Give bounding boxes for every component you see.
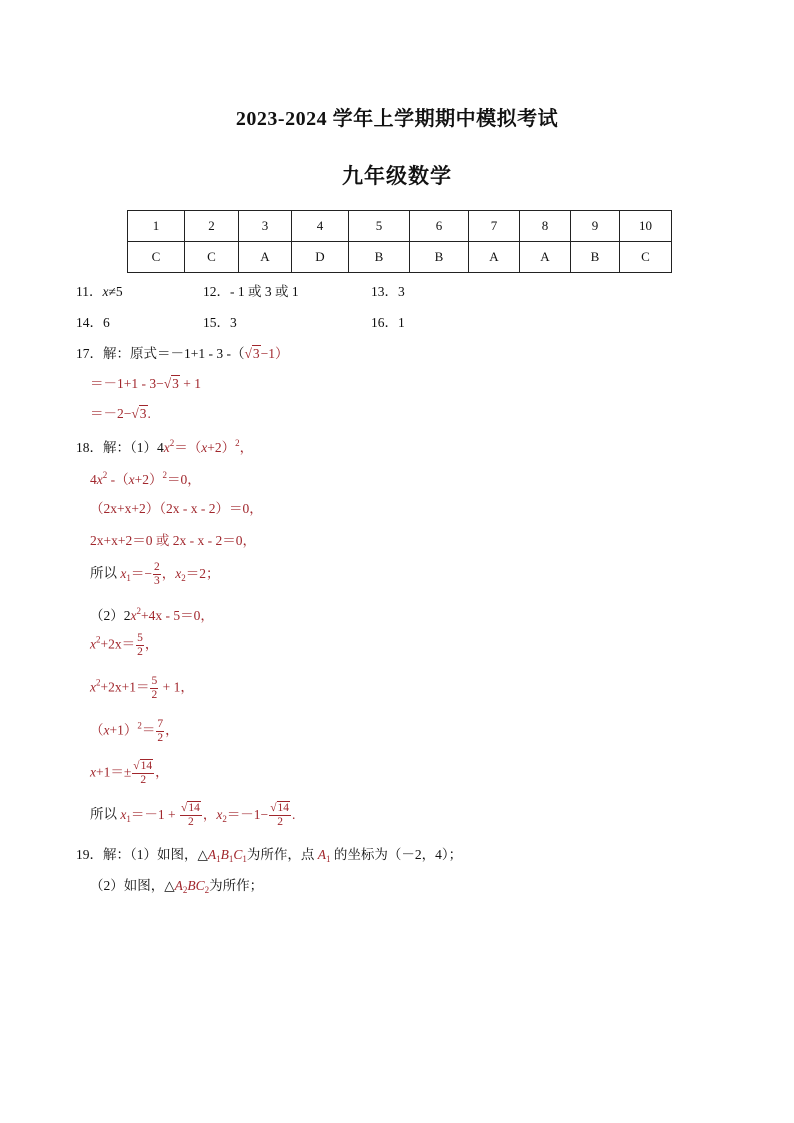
table-cell: 2 [185,211,239,242]
variable: x [90,679,96,695]
exponent: 2 [136,606,141,616]
subscript: 2 [181,572,186,583]
part-label: （2）2 [90,608,131,623]
text-so: 所以 [90,806,121,822]
q11-variable: x [102,284,109,299]
punctuation: . [292,806,296,822]
answer-11 [76,285,123,299]
variable: x [216,806,223,822]
variable: x [90,636,96,652]
coefficient: 4 [90,472,97,487]
exponent: 2 [137,720,142,731]
denominator: 2 [132,773,154,787]
expression: +4x - 5＝0， [141,608,214,623]
expression: +2x＝ [100,636,136,652]
q11-answer: ≠5 [108,284,123,299]
expression-tail: + 1， [159,679,194,695]
denominator: 3 [154,575,160,587]
answer-15: 15．3 [203,315,237,330]
punctuation: ， [155,764,169,780]
part-label: （2）如图，△ [90,878,175,893]
variable: x [120,806,127,822]
exponent: 2 [162,470,167,480]
numerator: √14 [133,760,153,772]
operator: ＝0， [167,472,201,487]
numerator: 7 [157,718,164,730]
q18-part2-line-5 [90,760,169,787]
table-cell: B [571,242,620,273]
exponent: 2 [96,677,101,688]
denominator: 2 [137,646,143,658]
table-cell: 8 [520,211,571,242]
variable: x [130,608,137,623]
fraction [132,760,154,787]
q18-part2-line-6 [90,802,295,829]
fraction [136,632,144,659]
text: 为所作； [209,878,264,893]
variable: x [201,440,208,455]
q17-radical: √3−1） [244,346,289,361]
q17-expr: ＝－1+1 - 3− [90,376,164,391]
q17-label: 17．解：原式＝－1+1 - 3 -（ [76,346,245,361]
operator: +2） [134,472,163,487]
punctuation: ， [165,722,179,738]
subscript: 1 [242,854,247,864]
q18-line-2 [90,471,201,487]
punctuation: ， [202,806,217,822]
q19-line-1 [76,848,462,864]
operator: ＝－1− [226,806,269,822]
q17-tail: −1） [260,346,289,361]
answer-table-answer-row [128,242,672,273]
answer-table [127,210,672,273]
operator: ＝ [141,722,156,738]
denominator: 2 [157,732,164,744]
exponent: 2 [96,634,101,645]
q18-part2-line-2 [90,632,158,659]
radicand: 3 [172,376,179,391]
q18-part2-line-1 [90,607,214,623]
q17-line-2: ＝－1+1 - 3−√3 + 1 [90,376,202,391]
table-cell: A [469,242,520,273]
subscript: 1 [216,854,221,864]
denominator: 2 [180,815,202,829]
denominator: 2 [151,689,158,701]
subscript: 1 [228,854,234,864]
vertex-label: C [233,847,243,862]
text: 为所作，点 [246,847,318,862]
vertex-label: BC [187,878,205,893]
table-cell: C [620,242,672,273]
subscript: 1 [126,813,131,824]
variable: x [163,440,170,455]
operator: ＝－1 + [130,806,179,822]
operator: ＝（ [174,440,202,455]
answer-16: 16．1 [371,315,405,330]
numerator: 5 [137,632,143,644]
q19-label: 19．解：（1）如图，△ [76,847,208,862]
punctuation: ， [144,636,159,652]
table-cell: 7 [469,211,520,242]
table-cell: 6 [410,211,469,242]
table-cell: A [520,242,571,273]
variable: x [128,472,135,487]
q18-line-4: 2x+x+2＝0 或 2x - x - 2＝0， [90,533,256,548]
q18-part2-line-4 [90,718,179,745]
vertex-label: A [207,847,217,862]
exponent: 2 [169,438,175,448]
answer-12: 12．- 1 或 3 或 1 [203,284,299,299]
q18-line-1 [76,439,253,455]
radicand: 3 [252,346,260,361]
variable: x [120,565,127,581]
q17-line-3: ＝－2−√3. [90,406,151,421]
table-cell: D [292,242,349,273]
q18-line-5 [90,561,220,588]
table-cell: 5 [349,211,410,242]
radicand: 3 [139,406,147,421]
table-cell: B [410,242,469,273]
table-cell: C [128,242,185,273]
table-cell: C [185,242,239,273]
table-cell: A [239,242,292,273]
text: 的坐标为（－2，4）； [330,847,463,862]
punctuation: ， [161,565,176,581]
q18-line-3: （2x+x+2）（2x - x - 2）＝0， [90,501,263,516]
variable: x [90,764,96,780]
vertex-label: A [174,878,183,893]
operator: ＝− [130,565,152,581]
operator: -（ [107,472,129,487]
fraction [156,718,164,745]
text-so: 所以 [90,565,121,581]
variable: x [175,565,182,581]
q17-line-1 [76,347,289,361]
subscript: 2 [182,885,188,895]
numerator: 2 [154,561,160,573]
variable: x [96,472,103,487]
fraction [269,802,291,829]
q11-number: 11． [76,284,103,299]
q19-line-2 [90,879,263,895]
radicand: 14 [140,760,153,772]
table-cell: 1 [128,211,185,242]
vertex-label: A [317,847,327,862]
table-cell: B [349,242,410,273]
operator: +2） [207,440,236,455]
denominator: 2 [269,815,291,829]
q17-result-end: . [147,406,151,421]
expression: +1） [109,722,138,738]
table-cell: 10 [620,211,672,242]
subscript: 1 [126,572,131,583]
fraction [153,561,161,588]
numerator: √14 [181,802,200,814]
expression: +1＝± [96,764,132,780]
q18-part2-line-3 [90,675,194,702]
radicand: 14 [188,802,200,814]
table-cell: 9 [571,211,620,242]
numerator: √14 [270,802,289,814]
vertex-label: B [220,847,229,862]
exam-subtitle: 九年级数学 [342,164,452,188]
q17-expr-tail: + 1 [179,376,202,391]
exponent: 2 [102,470,108,480]
table-cell: 4 [292,211,349,242]
exam-title: 2023-2024 学年上学期期中模拟考试 [235,108,559,130]
expression: +2x+1＝ [100,679,150,695]
answer-table-number-row [128,211,672,242]
variable: x [103,722,110,738]
subscript: 2 [204,885,210,895]
fraction [150,675,158,702]
operator: ＝2； [185,565,220,581]
fraction [180,802,202,829]
subscript: 2 [222,813,227,824]
answer-14: 14．6 [76,315,110,330]
numerator: 5 [151,675,158,687]
q17-result: ＝－2− [90,406,132,421]
exponent: 2 [235,438,240,448]
subscript: 1 [326,854,331,864]
answer-13: 13．3 [371,284,405,299]
table-cell: 3 [239,211,292,242]
punctuation: ， [239,440,254,455]
q18-label: 18．解：（1）4 [76,440,164,455]
radicand: 14 [277,802,289,814]
paren: （ [90,722,104,738]
